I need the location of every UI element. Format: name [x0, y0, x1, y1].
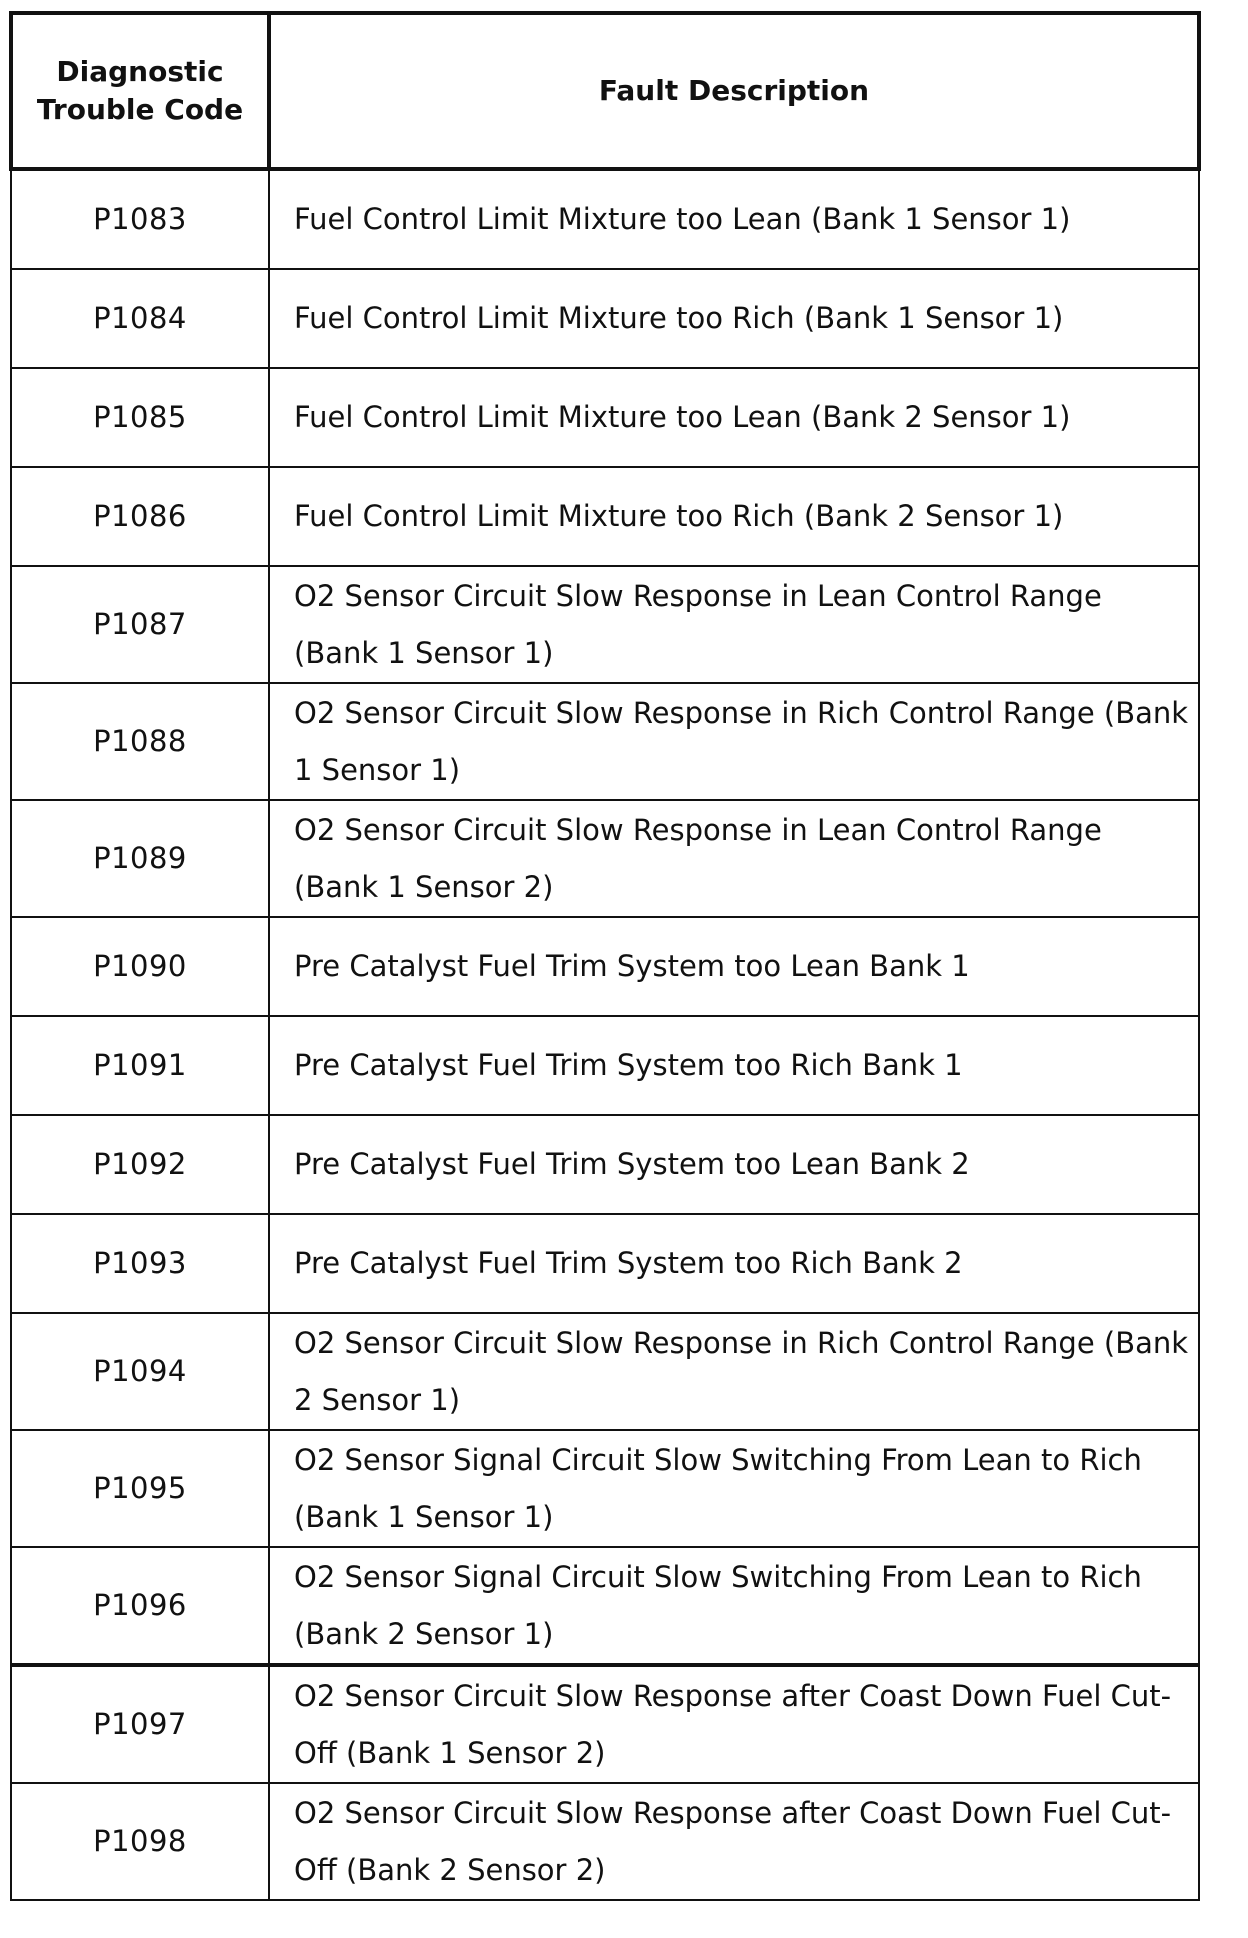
table-row	[11, 683, 1199, 800]
dtc-code-cell: P1091	[11, 1016, 269, 1115]
table-row	[11, 800, 1199, 917]
dtc-code-cell: P1095	[11, 1430, 269, 1547]
dtc-table	[9, 11, 1201, 1901]
dtc-code-cell: P1083	[11, 169, 269, 269]
table-header-row	[11, 13, 1199, 169]
fault-description-cell: O2 Sensor Circuit Slow Response after Coast Down Fuel Cut-Off (Bank 1 Sensor 2)	[269, 1665, 1199, 1783]
fault-description-cell: O2 Sensor Signal Circuit Slow Switching From Lean to Rich (Bank 2 Sensor 1)	[269, 1547, 1199, 1665]
table-row	[11, 1547, 1199, 1665]
dtc-code-cell: P1097	[11, 1665, 269, 1783]
table-row	[11, 1214, 1199, 1313]
dtc-code-cell: P1087	[11, 566, 269, 683]
table-row	[11, 169, 1199, 269]
fault-description-cell: Fuel Control Limit Mixture too Lean (Bank 2 Sensor 1)	[269, 368, 1199, 467]
dtc-code-cell: P1098	[11, 1783, 269, 1900]
fault-description-cell: Fuel Control Limit Mixture too Rich (Bank 2 Sensor 1)	[269, 467, 1199, 566]
table-row	[11, 467, 1199, 566]
dtc-code-cell: P1090	[11, 917, 269, 1016]
table-row	[11, 1115, 1199, 1214]
fault-description-cell: O2 Sensor Signal Circuit Slow Switching From Lean to Rich (Bank 1 Sensor 1)	[269, 1430, 1199, 1547]
table-row	[11, 368, 1199, 467]
dtc-code-cell: P1088	[11, 683, 269, 800]
header-code-line1: Diagnostic	[56, 55, 224, 88]
dtc-code-cell: P1086	[11, 467, 269, 566]
dtc-code-cell: P1085	[11, 368, 269, 467]
dtc-code-cell: P1093	[11, 1214, 269, 1313]
table-row	[11, 1313, 1199, 1430]
table-row	[11, 269, 1199, 368]
fault-description-cell: O2 Sensor Circuit Slow Response in Lean Control Range (Bank 1 Sensor 1)	[269, 566, 1199, 683]
header-code	[11, 13, 269, 169]
fault-description-cell: Pre Catalyst Fuel Trim System too Rich Bank 2	[269, 1214, 1199, 1313]
dtc-code-cell: P1089	[11, 800, 269, 917]
fault-description-cell: Pre Catalyst Fuel Trim System too Lean Bank 1	[269, 917, 1199, 1016]
fault-description-cell: Pre Catalyst Fuel Trim System too Lean Bank 2	[269, 1115, 1199, 1214]
fault-description-cell: O2 Sensor Circuit Slow Response in Lean Control Range (Bank 1 Sensor 2)	[269, 800, 1199, 917]
fault-description-cell: O2 Sensor Circuit Slow Response in Rich Control Range (Bank 1 Sensor 1)	[269, 683, 1199, 800]
table-body	[11, 169, 1199, 1900]
fault-description-cell: Fuel Control Limit Mixture too Lean (Bank 1 Sensor 1)	[269, 169, 1199, 269]
fault-description-cell: O2 Sensor Circuit Slow Response after Coast Down Fuel Cut-Off (Bank 2 Sensor 2)	[269, 1783, 1199, 1900]
fault-description-cell: O2 Sensor Circuit Slow Response in Rich Control Range (Bank 2 Sensor 1)	[269, 1313, 1199, 1430]
header-description: Fault Description	[269, 13, 1199, 169]
dtc-code-cell: P1092	[11, 1115, 269, 1214]
table-row	[11, 1016, 1199, 1115]
table-row	[11, 566, 1199, 683]
dtc-code-cell: P1096	[11, 1547, 269, 1665]
table-row	[11, 1783, 1199, 1900]
fault-description-cell: Pre Catalyst Fuel Trim System too Rich Bank 1	[269, 1016, 1199, 1115]
table-row	[11, 1665, 1199, 1783]
table-row	[11, 917, 1199, 1016]
dtc-code-cell: P1084	[11, 269, 269, 368]
fault-description-cell: Fuel Control Limit Mixture too Rich (Bank 1 Sensor 1)	[269, 269, 1199, 368]
dtc-code-cell: P1094	[11, 1313, 269, 1430]
table-row	[11, 1430, 1199, 1547]
header-code-line2: Trouble Code	[36, 93, 244, 126]
